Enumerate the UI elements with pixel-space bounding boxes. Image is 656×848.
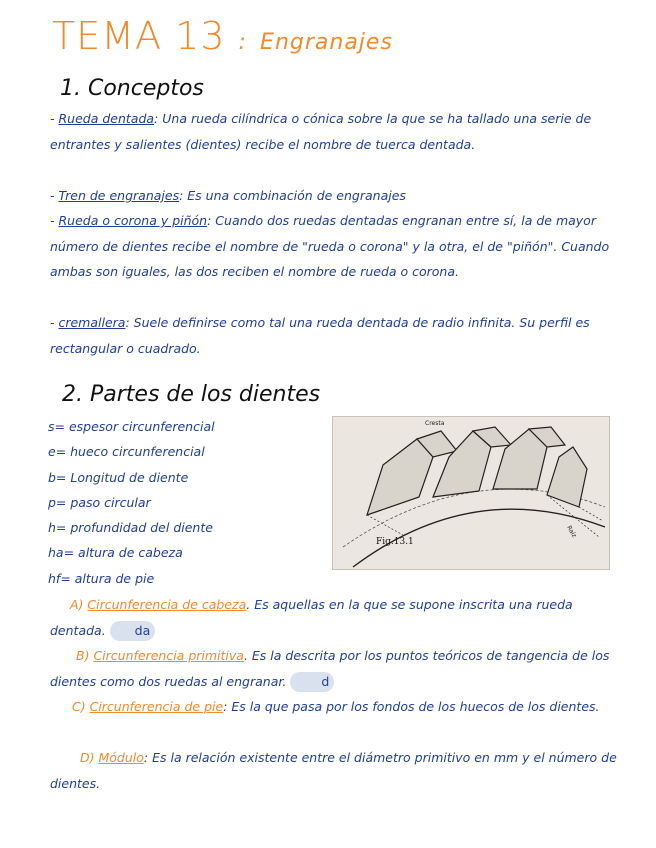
concept-cremallera: - cremallera: Suele definirse como tal una rueda dentada de radio infinita. Su perfil es rectangular o cuadrado.	[50, 315, 590, 356]
part-circunferencia-primitiva: B) Circunferencia primitiva. Es la descrita por los puntos teóricos de tangencia de los dientes como dos ruedas al engranar. d	[50, 643, 622, 694]
concept-term: cremallera	[58, 315, 126, 330]
concept-text: Una rueda cilíndrica o cónica sobre la que se ha tallado una serie de entrantes y salientes (dientes) recibe el nombre de tuerca dentada.	[50, 111, 592, 152]
gear-teeth-illustration	[333, 417, 609, 569]
section2-heading: 2. Partes de los dientes	[62, 382, 321, 407]
figure-caption: Fig.13.1	[376, 537, 414, 547]
concept-rueda-dentada: - Rueda dentada: Una rueda cilíndrica o cónica sobre la que se ha tallado una serie de entrantes y salientes (dientes) recibe el nombre de tuerca dentada.	[50, 111, 592, 152]
part-text: Es la que pasa por los fondos de los huecos de los dientes.	[231, 699, 600, 714]
concept-term: Rueda o corona y piñón	[58, 213, 208, 228]
gear-teeth-figure	[332, 416, 610, 570]
part-term: Circunferencia de pie	[89, 699, 224, 714]
symbol-badge: da	[110, 621, 156, 641]
def-e: e= hueco circunferencial	[48, 444, 205, 460]
title-separator: :	[238, 30, 247, 55]
concept-rueda-corona-pinon: - Rueda o corona y piñón: Cuando dos ruedas dentadas engranan entre sí, la de mayor número de dientes recibe el nombre de "rueda o corona" y la otra, el de "piñón". Cuando ambas son iguales, las dos reciben el nombre de rueda o corona.	[50, 213, 610, 279]
part-modulo: D) Módulo: Es la relación existente entre el diámetro primitivo en mm y el número de dientes.	[50, 750, 617, 791]
concept-tren-engranajes: - Tren de engranajes: Es una combinación de engranajes	[50, 188, 406, 203]
def-p: p= paso circular	[48, 494, 151, 510]
concept-term: Tren de engranajes	[58, 188, 180, 203]
page-title	[52, 14, 393, 58]
svg-text:Cresta: Cresta	[425, 420, 445, 427]
title-main: TEMA 13	[52, 14, 226, 58]
concept-term: Rueda dentada	[58, 111, 155, 126]
def-hf: hf= altura de pie	[48, 570, 155, 586]
part-term: Circunferencia primitiva	[93, 648, 244, 663]
part-term: Circunferencia de cabeza	[87, 597, 247, 612]
part-text: Es aquellas en la que se supone inscrita una rueda dentada.	[50, 597, 573, 638]
tooth-parts-definitions	[48, 414, 318, 591]
def-ha: ha= altura de cabeza	[48, 545, 183, 561]
svg-text:Raíz: Raíz	[565, 524, 578, 539]
part-text: Es la descrita por los puntos teóricos de tangencia de los dientes como dos ruedas al engranar.	[50, 648, 610, 689]
part-term: Módulo	[98, 750, 144, 765]
def-b: b= Longitud de diente	[48, 469, 189, 485]
section1-heading: 1. Conceptos	[60, 76, 204, 101]
def-s: s= espesor circunferencial	[48, 419, 215, 434]
title-subtitle: Engranajes	[260, 30, 393, 55]
symbol-badge: d	[290, 672, 334, 692]
concept-text: Cuando dos ruedas dentadas engranan entre sí, la de mayor número de dientes recibe el nombre de "rueda o corona" y la otra, el de "piñón". Cuando ambas son iguales, las dos reciben el nombre de rueda o corona.	[50, 213, 610, 279]
concept-text: Suele definirse como tal una rueda dentada de radio infinita. Su perfil es rectangular o cuadrado.	[50, 315, 590, 356]
concept-text: Es una combinación de engranajes	[187, 188, 406, 203]
part-circunferencia-pie: C) Circunferencia de pie: Es la que pasa por los fondos de los huecos de los dientes.	[72, 699, 600, 714]
part-text: Es la relación existente entre el diámetro primitivo en mm y el número de dientes.	[50, 750, 617, 791]
part-circunferencia-cabeza: A) Circunferencia de cabeza. Es aquellas en la que se supone inscrita una rueda dentada. da	[50, 592, 622, 643]
def-h: h= profundidad del diente	[48, 520, 213, 536]
